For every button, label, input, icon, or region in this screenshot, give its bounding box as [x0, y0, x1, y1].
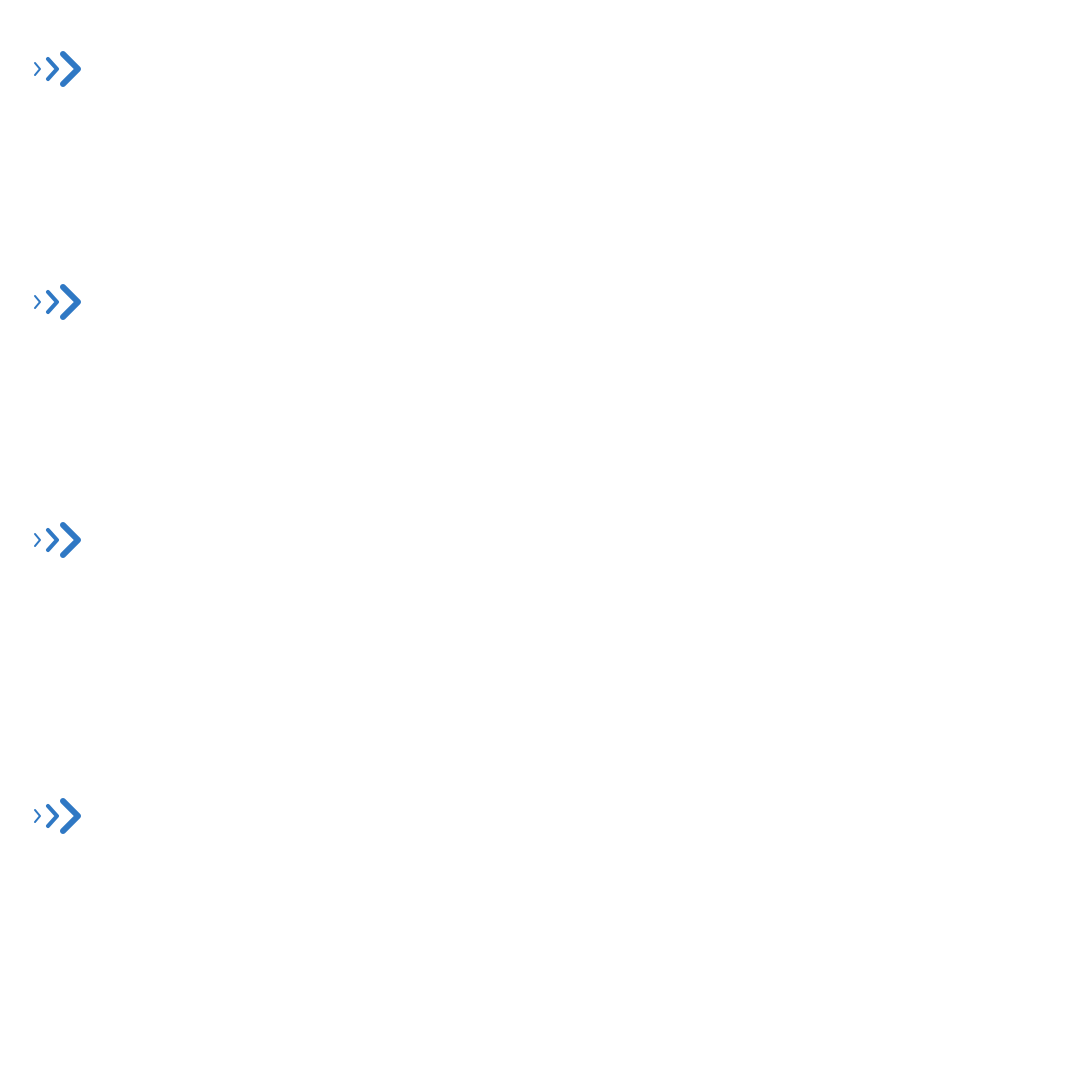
bullet-item-1	[32, 49, 92, 89]
triple-chevron-right-icon	[32, 796, 92, 836]
bullet-item-2	[32, 282, 92, 322]
bullet-item-4	[32, 796, 92, 836]
bullet-item-3	[32, 520, 92, 560]
triple-chevron-right-icon	[32, 49, 92, 89]
triple-chevron-right-icon	[32, 282, 92, 322]
triple-chevron-right-icon	[32, 520, 92, 560]
